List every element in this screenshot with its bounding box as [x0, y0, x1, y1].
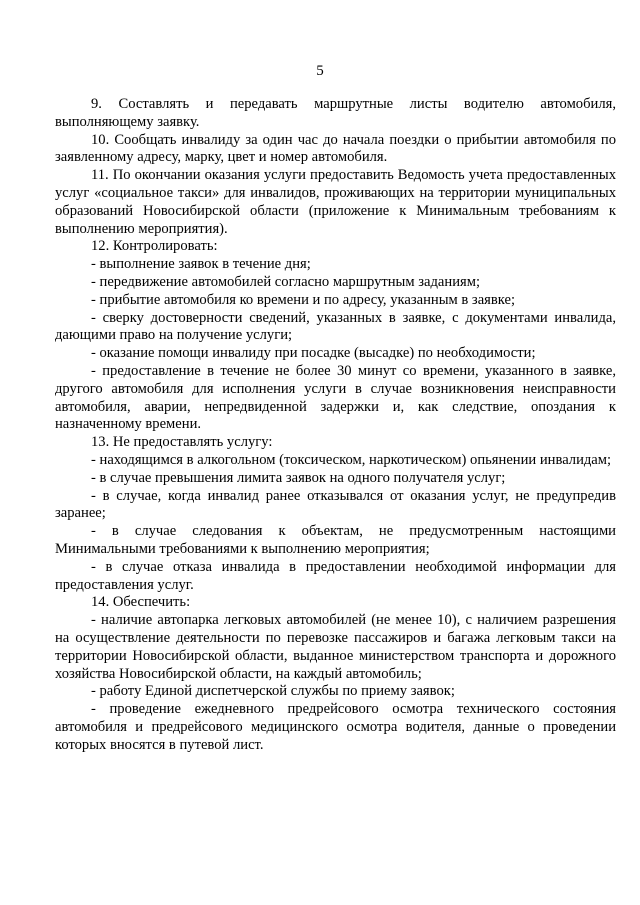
list-item: - прибытие автомобиля ко времени и по адресу, указанным в заявке;	[91, 291, 516, 308]
list-item: - работу Единой диспетчерской службы по приему заявок;	[91, 683, 455, 700]
paragraph-item-9: 9. Составлять и передавать маршрутные листы водителю автомобиля, выполняющему заявку.	[55, 96, 616, 130]
paragraph-item-10: 10. Сообщать инвалиду за один час до начала поездки о прибытии автомобиля по заявленному адресу, марку, цвет и номер автомобиля.	[55, 131, 616, 166]
paragraph-item-12-heading: 12. Контролировать:	[91, 238, 218, 255]
list-item: - в случае отказа инвалида в предоставлении необходимой информации для предоставления услуг.	[55, 558, 616, 593]
list-item: - в случае следования к объектам, не предусмотренным настоящими Минимальными требованиями к выполнению мероприятия;	[55, 523, 616, 557]
document-body	[55, 96, 616, 754]
page-number: 5	[316, 63, 324, 79]
list-item: - в случае превышения лимита заявок на одного получателя услуг;	[91, 469, 506, 486]
list-item: - наличие автопарка легковых автомобилей (не менее 10), с наличием разрешения на осуществление деятельности по перевозке пассажиров и багажа легковым такси на территории Новосибирской области, выданное министерством транспорта и дорожного хозяйства Новосибирской области, на каждый автомобиль;	[55, 612, 616, 682]
paragraph-item-11: 11. По окончании оказания услуги предоставить Ведомость учета предоставленных услуг «социальное такси» для инвалидов, проживающих на территории муниципальных образований Новосибирской области (приложение к Минимальным требованиям к выполнению мероприятия).	[55, 167, 616, 237]
paragraph-item-14-heading: 14. Обеспечить:	[91, 594, 191, 611]
list-item: - оказание помощи инвалиду при посадке (высадке) по необходимости;	[91, 345, 536, 362]
list-item: - проведение ежедневного предрейсового осмотра технического состояния автомобиля и предрейсового медицинского осмотра водителя, данные о проведении которых вносятся в путевой лист.	[55, 701, 616, 753]
list-item: - сверку достоверности сведений, указанных в заявке, с документами инвалида, дающими право на получение услуги;	[55, 309, 616, 344]
list-item: - передвижение автомобилей согласно маршрутным заданиям;	[91, 273, 481, 290]
list-item: - предоставление в течение не более 30 минут со времени, указанного в заявке, другого автомобиля для исполнения услуги в случае возникновения неисправности автомобиля, аварии, непредвиденной задержки и, как следствие, опоздания к назначенному времени.	[55, 362, 616, 433]
paragraph-item-13-heading: 13. Не предоставлять услугу:	[91, 434, 273, 451]
list-item: - выполнение заявок в течение дня;	[91, 256, 311, 273]
list-item: - в случае, когда инвалид ранее отказывался от оказания услуг, не предупредив заранее;	[55, 487, 616, 522]
list-item: - находящимся в алкогольном (токсическом, наркотическом) опьянении инвалидам;	[91, 451, 612, 468]
